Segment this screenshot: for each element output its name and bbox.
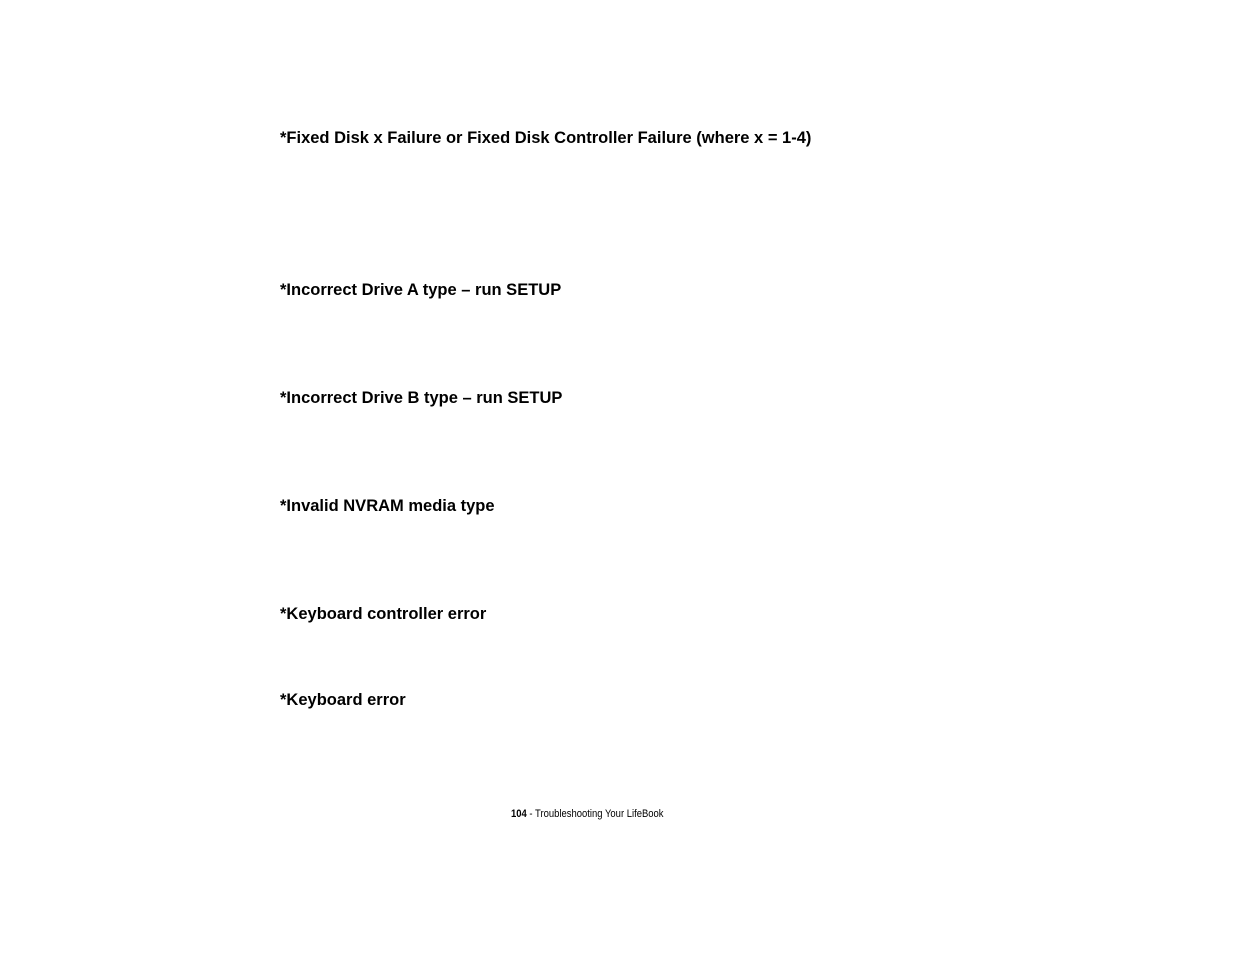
page-number: 104 (511, 808, 527, 820)
page-footer (511, 807, 664, 821)
heading-keyboard-error: *Keyboard error (280, 691, 406, 709)
heading-incorrect-drive-a: *Incorrect Drive A type – run SETUP (280, 281, 562, 299)
heading-keyboard-controller-error: *Keyboard controller error (280, 605, 487, 623)
footer-separator: - (526, 808, 536, 820)
footer-section-title: Troubleshooting Your LifeBook (535, 808, 664, 820)
heading-fixed-disk-failure: *Fixed Disk x Failure or Fixed Disk Controller Failure (where x = 1-4) (280, 129, 812, 147)
heading-invalid-nvram: *Invalid NVRAM media type (280, 497, 495, 515)
heading-incorrect-drive-b: *Incorrect Drive B type – run SETUP (280, 389, 563, 407)
